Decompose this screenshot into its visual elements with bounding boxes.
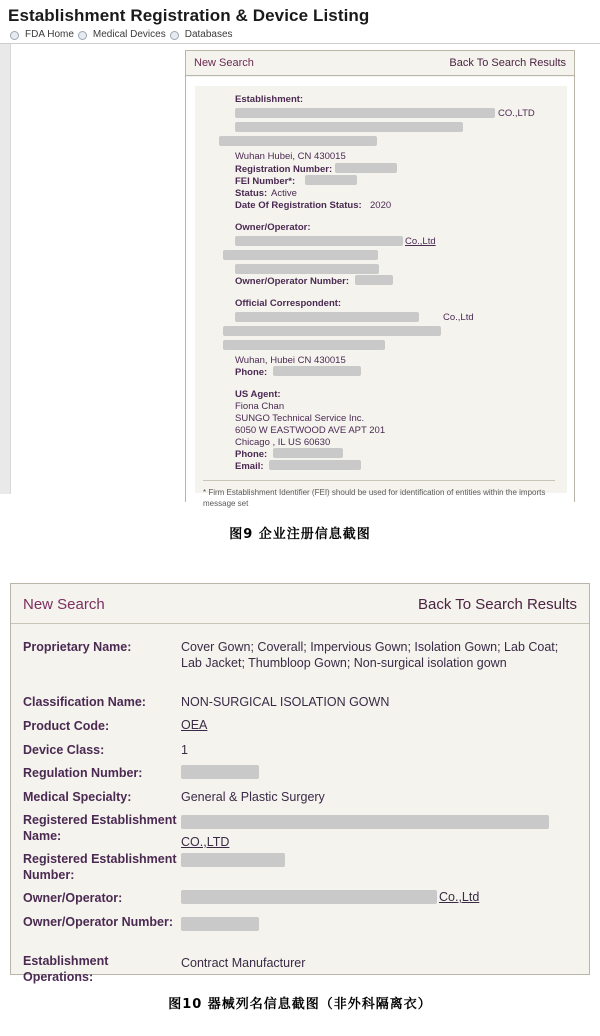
registration-status-date-value: 2020 (370, 200, 392, 211)
back-to-search-results-link[interactable]: Back To Search Results (449, 57, 566, 69)
registered-establishment-number-label: Registered Establishment Number: (23, 852, 177, 882)
registration-number-label: Registration Number: (235, 164, 333, 175)
breadcrumb-item-databases[interactable]: Databases (184, 29, 233, 40)
owner-operator-label: Owner/Operator: (235, 222, 311, 233)
establishment-operations-label: Establishment Operations: (23, 954, 109, 984)
redaction-bar (235, 108, 495, 118)
owner-operator-label: Owner/Operator: (23, 891, 123, 905)
left-column-blank (11, 44, 183, 494)
left-gutter (0, 44, 11, 494)
proprietary-name-value: Cover Gown; Coverall; Impervious Gown; Isolation Gown; Lab Coat; Lab Jacket; Thumbloop Gown; Non-surgical isolation gown (181, 640, 559, 670)
bullet-icon (170, 31, 179, 40)
redaction-bar (223, 326, 441, 336)
correspondent-address: Wuhan, Hubei CN 430015 (235, 355, 346, 366)
redaction-bar (235, 122, 463, 132)
device-listing-panel (10, 583, 590, 984)
bullet-icon (78, 31, 87, 40)
establishment-label: Establishment: (235, 94, 304, 105)
device-class-value: 1 (181, 743, 188, 757)
redaction-bar (181, 890, 437, 904)
fei-footnote: * Firm Establishment Identifier (FEI) should be used for identification of entities within the imports message set (203, 488, 546, 508)
registration-status-date-label: Date Of Registration Status: (235, 200, 362, 211)
redaction-bar (269, 460, 361, 470)
redaction-bar (223, 340, 385, 350)
redaction-bar (235, 264, 379, 274)
footnote-divider (203, 480, 555, 481)
figure-9-caption: 图9 企业注册信息截图 (229, 527, 371, 542)
official-correspondent-label: Official Correspondent: (235, 298, 342, 309)
correspondent-phone-label: Phone: (235, 367, 268, 378)
bullet-icon (10, 31, 19, 40)
establishment-result-panel (185, 50, 575, 508)
status-value: Active (271, 188, 297, 199)
redaction-bar (355, 275, 393, 285)
figure-9-container (0, 0, 600, 510)
redaction-bar (335, 163, 397, 173)
redaction-bar (235, 312, 419, 322)
registered-establishment-name-value[interactable]: CO.,LTD (181, 835, 230, 849)
us-agent-name: Fiona Chan (235, 401, 285, 412)
owner-operator-suffix: Co.,Ltd (405, 236, 436, 247)
panel-header (186, 51, 574, 76)
new-search-link[interactable]: New Search (194, 57, 254, 69)
fda-page (0, 0, 600, 510)
medical-specialty-value: General & Plastic Surgery (181, 790, 325, 804)
redaction-bar (273, 366, 361, 376)
us-agent-street: 6050 W EASTWOOD AVE APT 201 (235, 425, 386, 436)
establishment-details (195, 86, 567, 508)
classification-name-value: NON-SURGICAL ISOLATION GOWN (181, 695, 390, 709)
new-search-link[interactable]: New Search (23, 596, 105, 613)
product-code-label: Product Code: (23, 719, 110, 733)
device-listing-header (11, 584, 589, 624)
redaction-bar (219, 136, 377, 146)
redaction-bar (181, 917, 259, 931)
official-correspondent-suffix: Co.,Ltd (443, 312, 474, 323)
redaction-bar (223, 250, 378, 260)
redaction-bar (181, 765, 259, 779)
breadcrumb-item-fda-home[interactable]: FDA Home (25, 29, 74, 40)
us-agent-company: SUNGO Technical Service Inc. (235, 413, 365, 424)
figure-10-caption: 图10 器械列名信息截图（非外科隔离衣） (168, 997, 432, 1012)
owner-operator-value[interactable]: Co.,Ltd (439, 890, 480, 904)
registered-establishment-name-label: Registered Establishment Name: (23, 813, 177, 843)
redaction-bar (181, 853, 285, 867)
us-agent-city: Chicago , IL US 60630 (235, 437, 331, 448)
panel-body (186, 77, 574, 508)
redaction-bar (273, 448, 343, 458)
us-agent-label: US Agent: (235, 389, 281, 400)
proprietary-name-label: Proprietary Name: (23, 640, 132, 654)
device-class-label: Device Class: (23, 743, 105, 757)
establishment-address: Wuhan Hubei, CN 430015 (235, 151, 346, 162)
regulation-number-label: Regulation Number: (23, 766, 143, 780)
product-code-value[interactable]: OEA (181, 718, 208, 732)
us-agent-email-label: Email: (235, 461, 264, 472)
establishment-operations-value: Contract Manufacturer (181, 956, 306, 970)
back-to-search-results-link[interactable]: Back To Search Results (418, 596, 577, 613)
medical-specialty-label: Medical Specialty: (23, 790, 132, 804)
redaction-bar (305, 175, 357, 185)
page-title: Establishment Registration & Device Listing (8, 6, 370, 25)
us-agent-phone-label: Phone: (235, 449, 268, 460)
breadcrumb-item-medical-devices[interactable]: Medical Devices (92, 29, 166, 40)
breadcrumb (10, 29, 233, 40)
redaction-bar (181, 815, 549, 829)
fei-number-label: FEI Number*: (235, 176, 296, 187)
classification-name-label: Classification Name: (23, 695, 146, 709)
establishment-name-suffix: CO.,LTD (498, 108, 535, 119)
owner-operator-number-label: Owner/Operator Number: (23, 915, 174, 929)
redaction-bar (235, 236, 403, 246)
status-label: Status: (235, 188, 268, 199)
owner-operator-number-label: Owner/Operator Number: (235, 276, 350, 287)
